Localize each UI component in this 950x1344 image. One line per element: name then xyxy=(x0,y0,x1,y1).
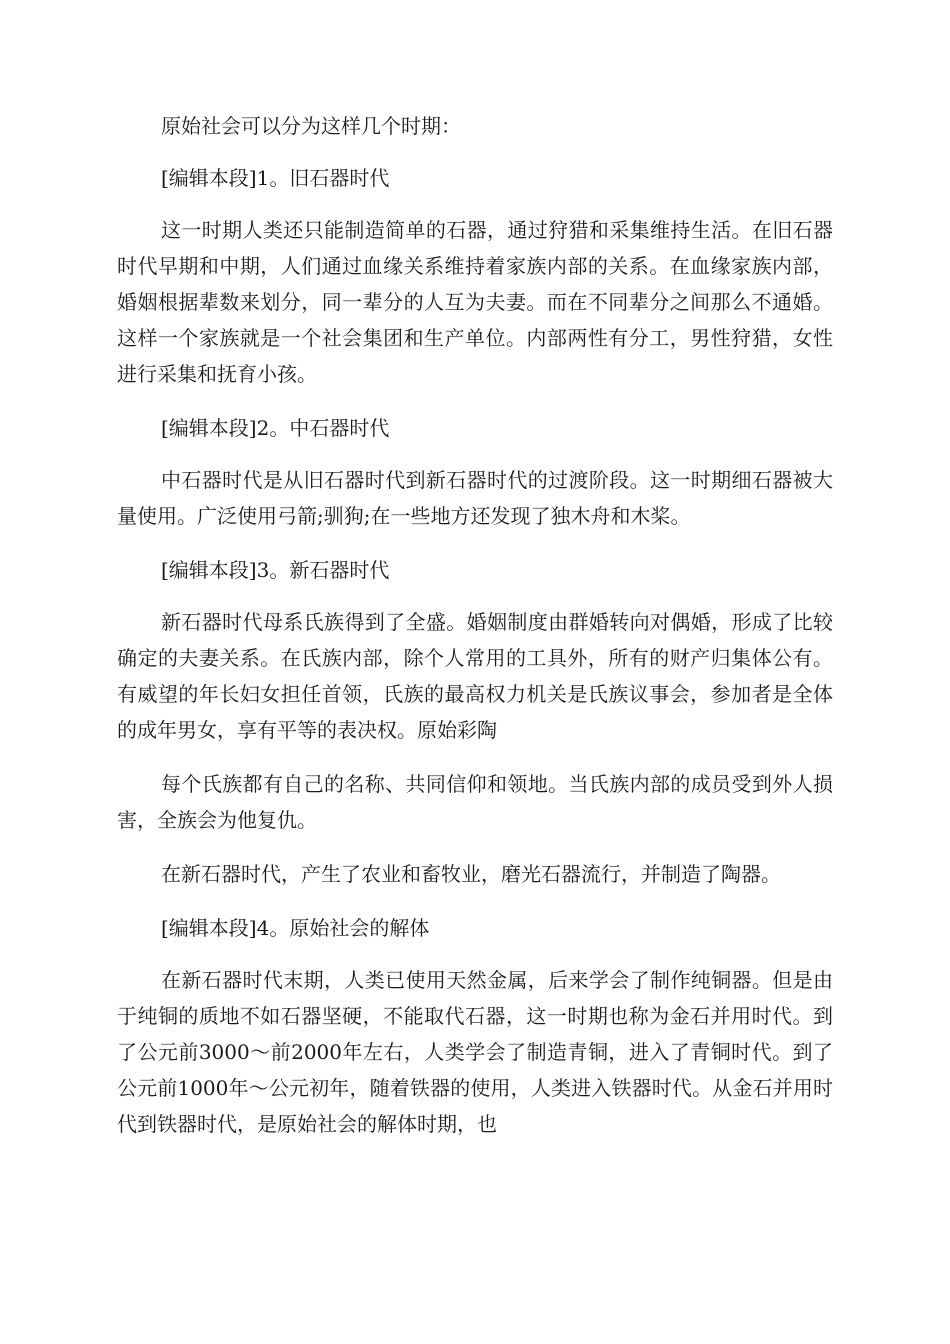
paragraph-paleolithic: 这一时期人类还只能制造简单的石器，通过狩猎和采集维持生活。在旧石器时代早期和中期，人们通过血缘关系维持着家族内部的关系。在血缘家族内部，婚姻根据辈数来划分，同一辈分的人互为夫妻。而在不同辈分之间那么不通婚。这样一个家族就是一个社会集团和生产单位。内部两性有分工，男性狩猎，女性进行采集和抚育小孩。 xyxy=(117,218,833,386)
intro-paragraph: 原始社会可以分为这样几个时期： xyxy=(161,114,461,138)
section-heading-mesolithic: [编辑本段]2。中石器时代 xyxy=(161,416,390,440)
section-heading-neolithic: [编辑本段]3。新石器时代 xyxy=(161,558,390,582)
section-heading-paleolithic: [编辑本段]1。旧石器时代 xyxy=(161,166,390,190)
section-heading-dissolution: [编辑本段]4。原始社会的解体 xyxy=(161,916,430,940)
paragraph-dissolution: 在新石器时代末期，人类已使用天然金属，后来学会了制作纯铜器。但是由于纯铜的质地不如石器坚硬，不能取代石器，这一时期也称为金石并用时代。到了公元前3000～前2000年左右，人类学会了制造青铜，进入了青铜时代。到了公元前1000年～公元初年，随着铁器的使用，人类进入铁器时代。从金石并用时代到铁器时代，是原始社会的解体时期，也 xyxy=(117,968,833,1136)
paragraph-neolithic-3: 在新石器时代，产生了农业和畜牧业，磨光石器流行，并制造了陶器。 xyxy=(161,862,781,886)
paragraph-neolithic-2: 每个氏族都有自己的名称、共同信仰和领地。当氏族内部的成员受到外人损害，全族会为他复仇。 xyxy=(117,772,833,832)
paragraph-mesolithic: 中石器时代是从旧石器时代到新石器时代的过渡阶段。这一时期细石器被大量使用。广泛使用弓箭;驯狗;在一些地方还发现了独木舟和木桨。 xyxy=(117,468,833,528)
document-body xyxy=(117,108,833,1160)
paragraph-neolithic-1: 新石器时代母系氏族得到了全盛。婚姻制度由群婚转向对偶婚，形成了比较确定的夫妻关系。在氏族内部，除个人常用的工具外，所有的财产归集体公有。有威望的年长妇女担任首领，氏族的最高权力机关是氏族议事会，参加者是全体的成年男女，享有平等的表决权。原始彩陶 xyxy=(117,610,833,742)
